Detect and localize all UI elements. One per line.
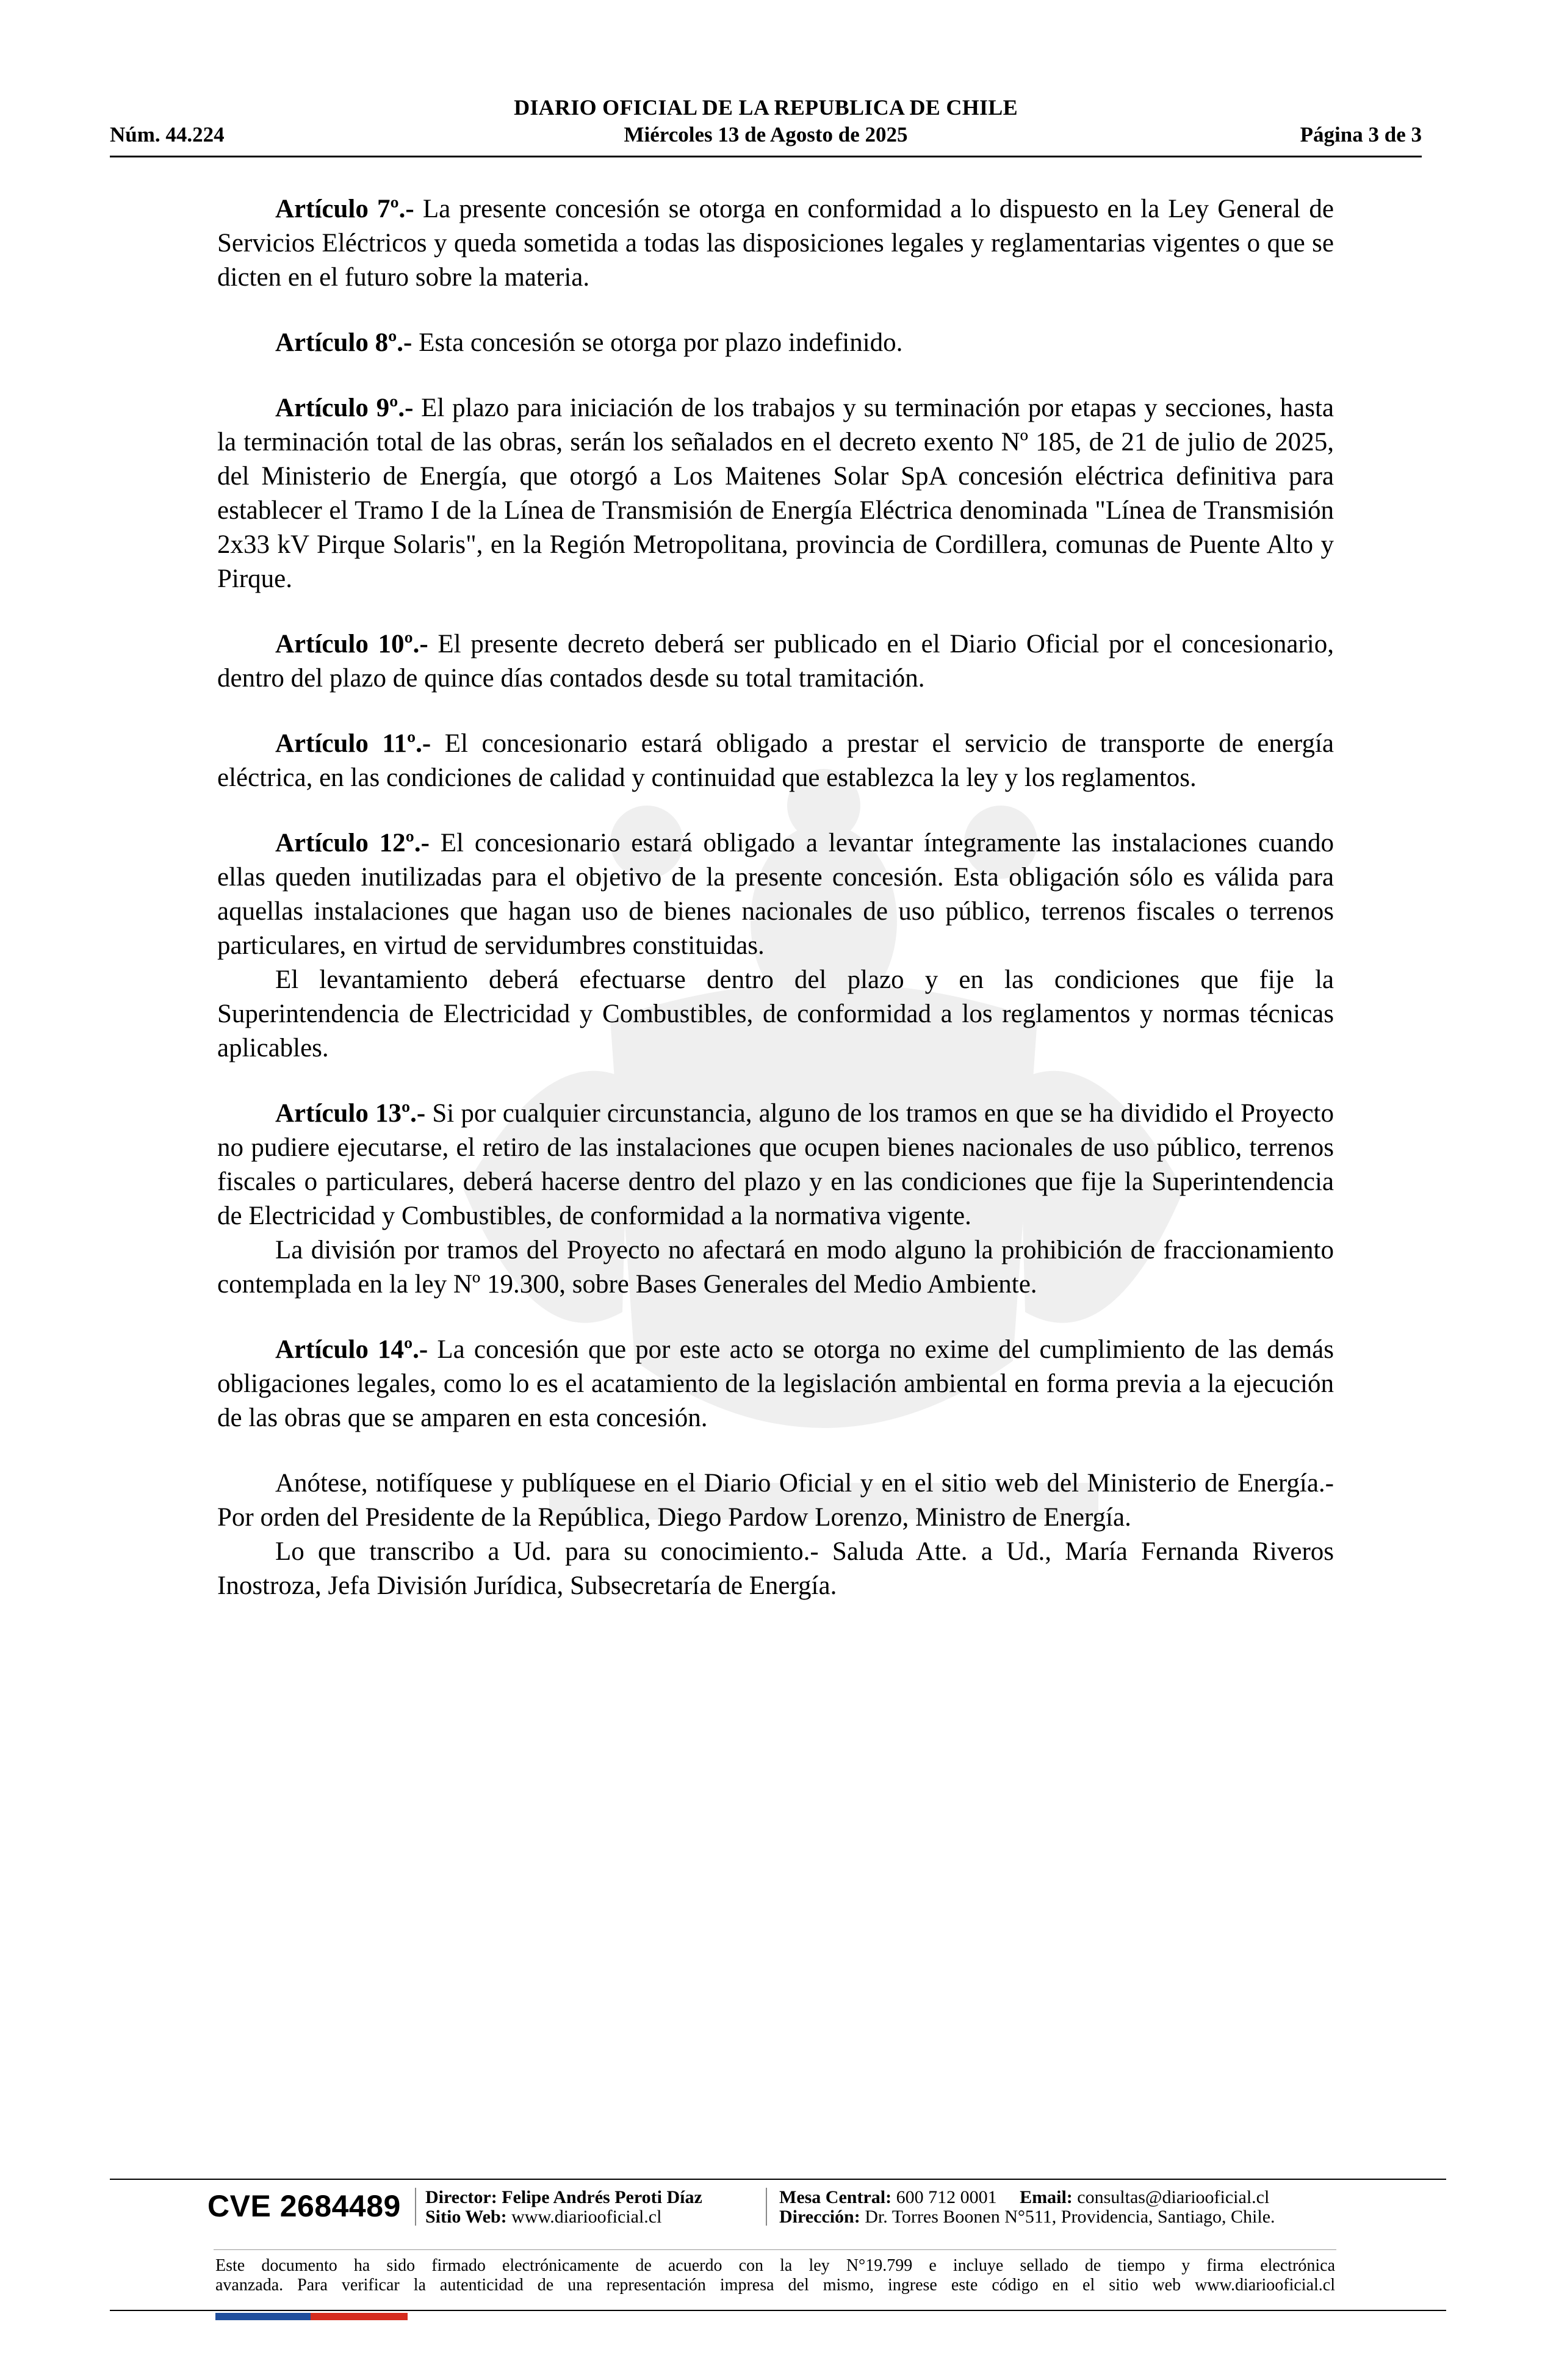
- article-text: El concesionario estará obligado a levantar íntegramente las instalaciones cuando ellas queden inutilizadas para el objetivo de la presente concesión. Esta obligación sólo es válida para aquellas instalaciones que hagan uso de bienes nacionales de uso público, terrenos fiscales o terrenos particulares, en virtud de servidumbres constituidas.: [217, 829, 1334, 960]
- issue-number: Núm. 44.224: [110, 123, 225, 146]
- email-link[interactable]: consultas@diariooficial.cl: [1077, 2187, 1270, 2207]
- website-label: Sitio Web:: [425, 2207, 507, 2227]
- article-7: [217, 192, 1334, 295]
- website-link[interactable]: www.diariooficial.cl: [511, 2207, 662, 2227]
- director-value: Felipe Andrés Peroti Díaz: [502, 2187, 702, 2207]
- cve-code: CVE 2684489: [207, 2189, 401, 2223]
- article-9: [217, 391, 1334, 596]
- footer-separator: [766, 2188, 767, 2226]
- article-11: [217, 727, 1334, 795]
- address-value: Dr. Torres Boonen N°511, Providencia, Santiago, Chile.: [865, 2207, 1275, 2227]
- newspaper-title: DIARIO OFICIAL DE LA REPUBLICA DE CHILE: [514, 95, 1018, 120]
- article-text: El presente decreto deberá ser publicado en el Diario Oficial por el concesionario, dentro del plazo de quince días contados desde su total tramitación.: [217, 630, 1334, 693]
- header-divider: [110, 156, 1422, 157]
- electronic-signature-note: [215, 2256, 1335, 2295]
- article-text: Esta concesión se otorga por plazo indefinido.: [412, 328, 903, 357]
- article-label: Artículo 10º.-: [275, 630, 428, 658]
- article-14: [217, 1333, 1334, 1435]
- flag-blue-stripe: [215, 2313, 311, 2320]
- article-label: Artículo 9º.-: [275, 394, 414, 422]
- article-12-continuation: El levantamiento deberá efectuarse dentro del plazo y en las condiciones que fije la Superintendencia de Electricidad y Combustibles, de conformidad a los reglamentos y normas técnicas aplicables.: [217, 965, 1334, 1062]
- document-body: [217, 192, 1334, 1603]
- article-10: [217, 627, 1334, 696]
- article-label: Artículo 8º.-: [275, 328, 412, 357]
- footer-divider-top: [110, 2179, 1446, 2180]
- mesa-central-value: 600 712 0001: [896, 2187, 997, 2207]
- email-label: Email:: [1020, 2187, 1073, 2207]
- article-text: Si por cualquier circunstancia, alguno de los tramos en que se ha dividido el Proyecto no pudiere ejecutarse, el retiro de las instalaciones que ocupen bienes nacionales de uso público, terrenos fiscales o particulares, deberá hacerse dentro del plazo y en las condiciones que fije la Superintendencia de Electricidad y Combustibles, de conformidad a la normativa vigente.: [217, 1099, 1334, 1230]
- closing-paragraph: Anótese, notifíquese y publíquese en el Diario Oficial y en el sitio web del Ministerio de Energía.- Por orden del Presidente de la República, Diego Pardow Lorenzo, Ministro de Energía.: [217, 1469, 1334, 1532]
- article-label: Artículo 13º.-: [275, 1099, 426, 1128]
- article-text: La presente concesión se otorga en conformidad a lo dispuesto en la Ley General de Servicios Eléctricos y queda sometida a todas las disposiciones legales y reglamentarias vigentes o que se dicten en el futuro sobre la materia.: [217, 195, 1334, 292]
- flag-stripe: [215, 2313, 408, 2320]
- footer-contact-block: [779, 2188, 1275, 2227]
- article-13: [217, 1097, 1334, 1233]
- article-label: Artículo 11º.-: [275, 729, 431, 758]
- flag-red-stripe: [311, 2313, 408, 2320]
- article-text: El concesionario estará obligado a prestar el servicio de transporte de energía eléctrica, en las condiciones de calidad y continuidad que establezca la ley y los reglamentos.: [217, 729, 1334, 792]
- article-label: Artículo 14º.-: [275, 1335, 428, 1364]
- address-label: Dirección:: [779, 2207, 860, 2227]
- note-line-1: Este documento ha sido firmado electrónicamente de acuerdo con la ley N°19.799 e incluye sellado de tiempo y firma electrónica: [215, 2256, 1335, 2275]
- article-label: Artículo 7º.-: [275, 195, 414, 223]
- article-label: Artículo 12º.-: [275, 829, 430, 857]
- page-header: [110, 95, 1422, 156]
- article-13-continuation: La división por tramos del Proyecto no afectará en modo alguno la prohibición de fraccionamiento contemplada en la ley Nº 19.300, sobre Bases Generales del Medio Ambiente.: [217, 1236, 1334, 1299]
- article-text: El plazo para iniciación de los trabajos y su terminación por etapas y secciones, hasta la terminación total de las obras, serán los señalados en el decreto exento Nº 185, de 21 de julio de 2025, del Ministerio de Energía, que otorgó a Los Maitenes Solar SpA concesión eléctrica definitiva para establecer el Tramo I de la Línea de Transmisión de Energía Eléctrica denominada "Línea de Transmisión 2x33 kV Pirque Solaris", en la Región Metropolitana, provincia de Cordillera, comunas de Puente Alto y Pirque.: [217, 394, 1334, 593]
- header-row: [110, 121, 1422, 148]
- page-number: Página 3 de 3: [1300, 123, 1422, 146]
- article-text: La concesión que por este acto se otorga no exime del cumplimiento de las demás obligaciones legales, como lo es el acatamiento de la legislación ambiental en forma previa a la ejecución de las obras que se amparen en esta concesión.: [217, 1335, 1334, 1432]
- article-12: [217, 826, 1334, 963]
- note-line-2: avanzada. Para verificar la autenticidad de una representación impresa del mismo, ingrese este código en el sitio web www.diariooficial.cl: [215, 2276, 1335, 2295]
- footer-director-block: [425, 2188, 702, 2227]
- closing-signature: Lo que transcribo a Ud. para su conocimiento.- Saluda Atte. a Ud., María Fernanda Riveros Inostroza, Jefa División Jurídica, Subsecretaría de Energía.: [217, 1537, 1334, 1600]
- issue-date: Miércoles 13 de Agosto de 2025: [624, 123, 908, 146]
- article-8: [217, 326, 1334, 360]
- footer-divider-mid: [214, 2249, 1336, 2250]
- director-label: Director:: [425, 2187, 497, 2207]
- mesa-central-label: Mesa Central:: [779, 2187, 892, 2207]
- footer-separator: [415, 2188, 416, 2226]
- footer-divider-bottom: [110, 2310, 1446, 2311]
